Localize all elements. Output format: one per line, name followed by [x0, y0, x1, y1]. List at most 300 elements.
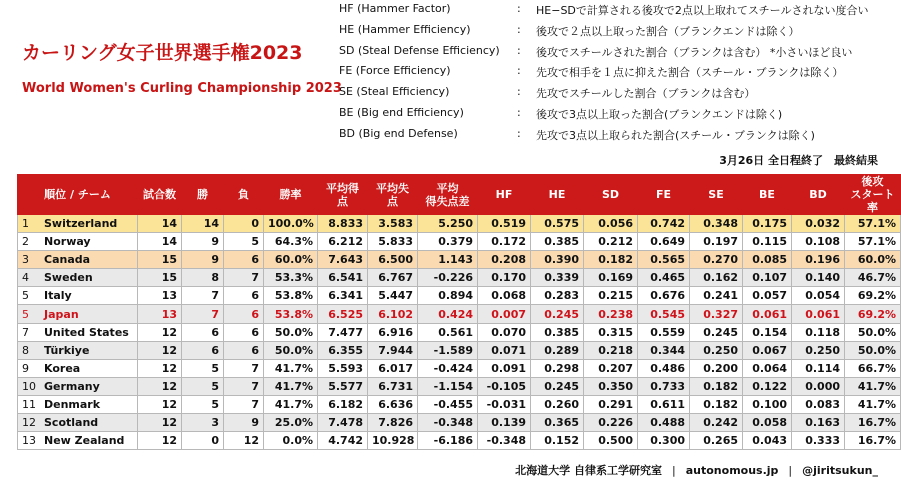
legend-colon: :: [517, 85, 521, 99]
stat-cell: 0.064: [743, 359, 792, 377]
rank-team-cell: [18, 233, 138, 251]
legend-desc: 先攻で3点以上取られた割合(スチール・ブランクは除く): [536, 128, 815, 142]
stat-cell: 7: [224, 395, 264, 413]
stat-cell: 0.057: [743, 287, 792, 305]
stat-cell: 7: [182, 305, 224, 323]
team-name: Italy: [44, 289, 72, 303]
stat-cell: 41.7%: [264, 395, 318, 413]
stat-cell: -1.589: [418, 341, 478, 359]
rank-number: 3: [22, 253, 29, 267]
stat-cell: 0.559: [638, 323, 690, 341]
rank-number: 12: [22, 416, 36, 430]
stat-cell: -0.226: [418, 269, 478, 287]
team-name: New Zealand: [44, 434, 125, 448]
stat-cell: 0.385: [531, 233, 584, 251]
stat-cell: 5.577: [318, 377, 368, 395]
stat-cell: 0.163: [792, 414, 845, 432]
team-name: United States: [44, 325, 129, 339]
stat-cell: 0.250: [792, 341, 845, 359]
legend-row-fe: [339, 62, 899, 83]
stat-cell: 6.541: [318, 269, 368, 287]
stat-cell: 0.742: [638, 215, 690, 233]
stat-cell: 9: [182, 233, 224, 251]
stat-cell: 69.2%: [845, 287, 901, 305]
team-name: Japan: [44, 307, 79, 321]
stat-cell: 0.291: [584, 395, 638, 413]
stat-cell: 0.115: [743, 233, 792, 251]
stat-cell: 0: [182, 432, 224, 450]
stat-cell: 15: [138, 251, 182, 269]
legend-key: FE (Force Efficiency): [339, 64, 451, 78]
stat-cell: 0.175: [743, 215, 792, 233]
rank-team-cell: [18, 432, 138, 450]
stat-cell: 57.1%: [845, 215, 901, 233]
stat-cell: 5: [224, 233, 264, 251]
column-header: BD: [792, 175, 845, 215]
rank-team-cell: [18, 269, 138, 287]
rank-team-cell: [18, 305, 138, 323]
metric-legend: [339, 0, 899, 146]
legend-colon: :: [517, 105, 521, 119]
stat-cell: 0.114: [792, 359, 845, 377]
stat-cell: 0.242: [690, 414, 743, 432]
stat-cell: 0.289: [531, 341, 584, 359]
team-name: Denmark: [44, 397, 101, 411]
stat-cell: 0.611: [638, 395, 690, 413]
rank-team-cell: [18, 359, 138, 377]
rank-team-cell: [18, 377, 138, 395]
stat-cell: 64.3%: [264, 233, 318, 251]
stat-cell: 41.7%: [264, 359, 318, 377]
stat-cell: 7.477: [318, 323, 368, 341]
team-name: Germany: [44, 379, 100, 393]
stat-cell: 7.478: [318, 414, 368, 432]
stat-cell: 0.500: [584, 432, 638, 450]
legend-colon: :: [517, 22, 521, 36]
stat-cell: 0.091: [478, 359, 531, 377]
table-row: [18, 269, 901, 287]
stat-cell: 41.7%: [845, 377, 901, 395]
stat-cell: 5: [182, 395, 224, 413]
stat-cell: 6: [224, 323, 264, 341]
rank-number: 7: [22, 325, 29, 339]
result-status: 3月26日 全日程終了 最終結果: [719, 154, 878, 167]
stat-cell: 5: [182, 377, 224, 395]
stat-cell: 53.8%: [264, 287, 318, 305]
stat-cell: 0.212: [584, 233, 638, 251]
column-header: HE: [531, 175, 584, 215]
table-row: [18, 414, 901, 432]
legend-row-be: [339, 104, 899, 125]
credit-handle: @jiritsukun_: [802, 464, 878, 477]
stat-cell: 0.385: [531, 323, 584, 341]
column-header: 平均得点: [318, 175, 368, 215]
legend-row-sd: [339, 42, 899, 63]
stat-cell: 0.200: [690, 359, 743, 377]
legend-colon: :: [517, 126, 521, 140]
stat-cell: 7: [224, 377, 264, 395]
rank-number: 10: [22, 379, 36, 393]
stat-cell: 0.565: [638, 251, 690, 269]
column-header: 負: [224, 175, 264, 215]
column-header: 勝率: [264, 175, 318, 215]
stat-cell: 14: [138, 233, 182, 251]
stat-cell: 100.0%: [264, 215, 318, 233]
stat-cell: 0.260: [531, 395, 584, 413]
stat-cell: 0.488: [638, 414, 690, 432]
table-row: [18, 395, 901, 413]
stat-cell: 10.928: [368, 432, 418, 450]
stat-cell: 6.500: [368, 251, 418, 269]
stat-cell: 0.172: [478, 233, 531, 251]
credit-footer: [515, 462, 878, 478]
stat-cell: 7: [182, 287, 224, 305]
stat-cell: 0.350: [584, 377, 638, 395]
legend-row-bd: [339, 125, 899, 146]
stat-cell: 0.083: [792, 395, 845, 413]
column-header: 順位 / チーム: [18, 175, 138, 215]
stat-cell: 0.215: [584, 287, 638, 305]
stat-cell: 25.0%: [264, 414, 318, 432]
stat-cell: 12: [138, 341, 182, 359]
stat-cell: 0.000: [792, 377, 845, 395]
rank-team-cell: [18, 395, 138, 413]
table-row: [18, 215, 901, 233]
stat-cell: 0.140: [792, 269, 845, 287]
stat-cell: 0.238: [584, 305, 638, 323]
stat-cell: 0.894: [418, 287, 478, 305]
stat-cell: -0.455: [418, 395, 478, 413]
stat-cell: 0.058: [743, 414, 792, 432]
credit-org: 北海道大学 自律系工学研究室: [515, 464, 663, 477]
table-row: [18, 432, 901, 450]
rank-number: 4: [22, 271, 29, 285]
stat-cell: 6.017: [368, 359, 418, 377]
stat-cell: 6.731: [368, 377, 418, 395]
stat-cell: 3.583: [368, 215, 418, 233]
stat-cell: 50.0%: [845, 341, 901, 359]
stat-cell: 0.649: [638, 233, 690, 251]
stat-cell: 0.241: [690, 287, 743, 305]
stat-cell: 6.182: [318, 395, 368, 413]
stat-cell: 50.0%: [264, 323, 318, 341]
legend-key: SE (Steal Efficiency): [339, 85, 450, 99]
stat-cell: 0.032: [792, 215, 845, 233]
stat-cell: 50.0%: [264, 341, 318, 359]
stat-cell: 69.2%: [845, 305, 901, 323]
legend-desc: HE−SDで計算される後攻で2点以上取れてスチールされない度合い: [536, 4, 869, 17]
stat-cell: 0.182: [690, 395, 743, 413]
table-row: [18, 377, 901, 395]
stat-cell: 0.315: [584, 323, 638, 341]
stat-cell: 0.333: [792, 432, 845, 450]
rank-team-cell: [18, 341, 138, 359]
rank-team-cell: [18, 287, 138, 305]
column-header: BE: [743, 175, 792, 215]
rank-number: 9: [22, 361, 29, 375]
stat-cell: 1.143: [418, 251, 478, 269]
stat-cell: 0.300: [638, 432, 690, 450]
stat-cell: 15: [138, 269, 182, 287]
stat-cell: -0.348: [478, 432, 531, 450]
table-row: [18, 287, 901, 305]
stat-cell: 0.056: [584, 215, 638, 233]
stat-cell: 0.118: [792, 323, 845, 341]
stat-cell: 0.108: [792, 233, 845, 251]
stat-cell: 0.348: [690, 215, 743, 233]
stat-cell: 0.107: [743, 269, 792, 287]
stat-cell: 12: [138, 377, 182, 395]
stat-cell: 6.525: [318, 305, 368, 323]
team-name: Switzerland: [44, 217, 118, 231]
stat-cell: 7: [224, 359, 264, 377]
stat-cell: 0.344: [638, 341, 690, 359]
page-title: カーリング女子世界選手権2023: [22, 42, 303, 64]
stat-cell: 0.575: [531, 215, 584, 233]
legend-desc: 後攻で3点以上取った割合(ブランクエンドは除く): [536, 107, 783, 121]
stat-cell: 12: [138, 359, 182, 377]
rank-number: 5: [22, 289, 29, 303]
stat-cell: 0.152: [531, 432, 584, 450]
stat-cell: 9: [224, 414, 264, 432]
stat-cell: 0.327: [690, 305, 743, 323]
stat-cell: -0.348: [418, 414, 478, 432]
stat-cell: 0.265: [690, 432, 743, 450]
table-header-row: [18, 175, 901, 215]
stat-cell: 0.182: [690, 377, 743, 395]
legend-colon: :: [517, 2, 521, 15]
stat-cell: 0.170: [478, 269, 531, 287]
team-name: Korea: [44, 361, 81, 375]
stat-cell: -6.186: [418, 432, 478, 450]
table-row: [18, 359, 901, 377]
column-header: 後攻 スタート率: [845, 175, 901, 215]
rank-team-cell: [18, 215, 138, 233]
stat-cell: 0.068: [478, 287, 531, 305]
stat-cell: 12: [138, 395, 182, 413]
stat-cell: 0: [224, 215, 264, 233]
legend-desc: 先攻でスチールした割合（ブランクは含む）: [536, 87, 756, 101]
legend-key: BD (Big end Defense): [339, 126, 458, 140]
stat-cell: 5.447: [368, 287, 418, 305]
stat-cell: 0.283: [531, 287, 584, 305]
stat-cell: 0.519: [478, 215, 531, 233]
stat-cell: 6: [224, 305, 264, 323]
stat-cell: 13: [138, 287, 182, 305]
legend-key: HE (Hammer Efficiency): [339, 22, 471, 36]
stat-cell: 0.226: [584, 414, 638, 432]
stat-cell: 0.154: [743, 323, 792, 341]
stat-cell: 8: [182, 269, 224, 287]
page-subtitle: World Women's Curling Championship 2023: [22, 81, 342, 96]
stat-cell: 60.0%: [264, 251, 318, 269]
stat-cell: 0.070: [478, 323, 531, 341]
stat-cell: 8.833: [318, 215, 368, 233]
stat-cell: 0.071: [478, 341, 531, 359]
column-header: 試合数: [138, 175, 182, 215]
rank-team-cell: [18, 414, 138, 432]
stat-cell: 0.197: [690, 233, 743, 251]
legend-row-he: [339, 21, 899, 42]
table-row: [18, 341, 901, 359]
stat-cell: 0.676: [638, 287, 690, 305]
table-row: [18, 305, 901, 323]
stat-cell: 6.212: [318, 233, 368, 251]
stat-cell: 66.7%: [845, 359, 901, 377]
column-header: SE: [690, 175, 743, 215]
legend-desc: 先攻で相手を１点に抑えた割合（スチール・ブランクは除く）: [536, 66, 844, 80]
stat-cell: 7.643: [318, 251, 368, 269]
stat-cell: 0.208: [478, 251, 531, 269]
stat-cell: 0.733: [638, 377, 690, 395]
stat-cell: 6: [224, 287, 264, 305]
stat-cell: -0.424: [418, 359, 478, 377]
legend-row-se: [339, 83, 899, 104]
stat-cell: 0.196: [792, 251, 845, 269]
stat-cell: 0.270: [690, 251, 743, 269]
stat-cell: 0.007: [478, 305, 531, 323]
stat-cell: 53.3%: [264, 269, 318, 287]
stat-cell: 53.8%: [264, 305, 318, 323]
credit-separator: |: [788, 464, 793, 477]
stat-cell: 0.298: [531, 359, 584, 377]
team-name: Norway: [44, 235, 91, 249]
stat-cell: 0.169: [584, 269, 638, 287]
stat-cell: 14: [182, 215, 224, 233]
stat-cell: 6: [224, 251, 264, 269]
stat-cell: 0.545: [638, 305, 690, 323]
table-row: [18, 233, 901, 251]
column-header: 平均失点: [368, 175, 418, 215]
legend-key: BE (Big end Efficiency): [339, 105, 464, 119]
stat-cell: 0.379: [418, 233, 478, 251]
stat-cell: 12: [138, 432, 182, 450]
stat-cell: 0.250: [690, 341, 743, 359]
stat-cell: -0.031: [478, 395, 531, 413]
rank-team-cell: [18, 323, 138, 341]
stat-cell: 12: [138, 414, 182, 432]
stat-cell: 50.0%: [845, 323, 901, 341]
stat-cell: 0.245: [531, 377, 584, 395]
stat-cell: 6.355: [318, 341, 368, 359]
rank-number: 13: [22, 434, 36, 448]
stat-cell: 6.767: [368, 269, 418, 287]
stat-cell: 6.341: [318, 287, 368, 305]
stat-cell: 0.365: [531, 414, 584, 432]
legend-colon: :: [517, 43, 521, 57]
stat-cell: 0.207: [584, 359, 638, 377]
column-header: SD: [584, 175, 638, 215]
stat-cell: -1.154: [418, 377, 478, 395]
legend-colon: :: [517, 64, 521, 78]
stat-cell: 0.122: [743, 377, 792, 395]
legend-desc: 後攻でスチールされた割合（ブランクは含む） *小さいほど良い: [536, 45, 853, 59]
column-header: 勝: [182, 175, 224, 215]
team-name: Türkiye: [44, 343, 90, 357]
stat-cell: 7.944: [368, 341, 418, 359]
stat-cell: 12: [224, 432, 264, 450]
rank-number: 2: [22, 235, 29, 249]
stat-cell: 0.486: [638, 359, 690, 377]
stat-cell: 0.561: [418, 323, 478, 341]
column-header: 平均 得失点差: [418, 175, 478, 215]
team-name: Sweden: [44, 271, 93, 285]
stat-cell: 0.245: [531, 305, 584, 323]
stat-cell: 60.0%: [845, 251, 901, 269]
legend-row-hf: [339, 0, 899, 21]
stat-cell: 0.465: [638, 269, 690, 287]
stat-cell: 0.054: [792, 287, 845, 305]
credit-site: autonomous.jp: [685, 464, 779, 477]
stat-cell: 57.1%: [845, 233, 901, 251]
stat-cell: 0.424: [418, 305, 478, 323]
table-row: [18, 251, 901, 269]
stat-cell: 7.826: [368, 414, 418, 432]
stat-cell: 0.245: [690, 323, 743, 341]
stat-cell: 5: [182, 359, 224, 377]
stat-cell: 6: [224, 341, 264, 359]
stat-cell: 0.139: [478, 414, 531, 432]
stat-cell: 0.339: [531, 269, 584, 287]
rank-team-cell: [18, 251, 138, 269]
stat-cell: 0.100: [743, 395, 792, 413]
column-header: HF: [478, 175, 531, 215]
stat-cell: 41.7%: [264, 377, 318, 395]
stat-cell: 9: [182, 251, 224, 269]
rank-number: 8: [22, 343, 29, 357]
stat-cell: 6: [182, 341, 224, 359]
stat-cell: 5.593: [318, 359, 368, 377]
stat-cell: 6.102: [368, 305, 418, 323]
table-row: [18, 323, 901, 341]
legend-key: SD (Steal Defense Efficiency): [339, 43, 500, 57]
stat-cell: 41.7%: [845, 395, 901, 413]
column-header: FE: [638, 175, 690, 215]
stat-cell: 16.7%: [845, 432, 901, 450]
team-name: Scotland: [44, 416, 99, 430]
stat-cell: 0.085: [743, 251, 792, 269]
stat-cell: 5.250: [418, 215, 478, 233]
stat-cell: 6.916: [368, 323, 418, 341]
stat-cell: 7: [224, 269, 264, 287]
stat-cell: 16.7%: [845, 414, 901, 432]
rank-number: 1: [22, 217, 29, 231]
stat-cell: 0.182: [584, 251, 638, 269]
legend-desc: 後攻で２点以上取った割合（ブランクエンドは除く）: [536, 24, 800, 38]
stat-cell: 0.061: [792, 305, 845, 323]
credit-separator: |: [672, 464, 676, 477]
stat-cell: 14: [138, 215, 182, 233]
stat-cell: 3: [182, 414, 224, 432]
stat-cell: 0.067: [743, 341, 792, 359]
stat-cell: -0.105: [478, 377, 531, 395]
stat-cell: 0.061: [743, 305, 792, 323]
stat-cell: 6.636: [368, 395, 418, 413]
stat-cell: 46.7%: [845, 269, 901, 287]
rank-number: 11: [22, 397, 36, 411]
stat-cell: 13: [138, 305, 182, 323]
legend-key: HF (Hammer Factor): [339, 2, 451, 15]
stat-cell: 0.162: [690, 269, 743, 287]
stat-cell: 0.043: [743, 432, 792, 450]
stat-cell: 4.742: [318, 432, 368, 450]
rank-number: 5: [22, 307, 29, 321]
stat-cell: 6: [182, 323, 224, 341]
stat-cell: 0.0%: [264, 432, 318, 450]
stat-cell: 0.390: [531, 251, 584, 269]
standings-table: [17, 174, 901, 450]
stat-cell: 0.218: [584, 341, 638, 359]
